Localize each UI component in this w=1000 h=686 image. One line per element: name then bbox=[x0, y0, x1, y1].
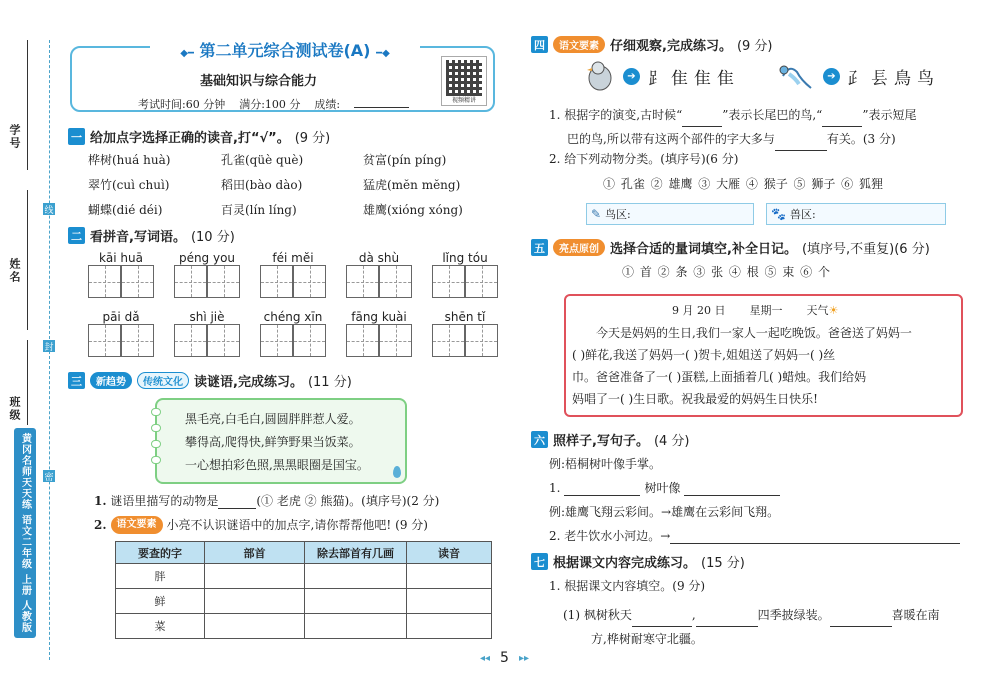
word-box[interactable]: kāi huā bbox=[88, 251, 154, 298]
char-evolution-b bbox=[775, 58, 940, 94]
sun-icon: ☀ bbox=[828, 304, 839, 317]
section-points: (15 分) bbox=[701, 556, 745, 571]
label-banji: 班级 bbox=[8, 396, 21, 422]
section-2-header bbox=[68, 226, 235, 245]
pron-item[interactable]: 贫富(pín píng) bbox=[363, 153, 447, 167]
word-box[interactable]: shēn tǐ bbox=[432, 310, 498, 357]
answer-blank[interactable] bbox=[632, 615, 692, 627]
pronunciation-list bbox=[88, 152, 508, 218]
pron-item[interactable]: 翠竹(cuì chuì) bbox=[88, 178, 170, 192]
label-xuehao: 学号 bbox=[8, 124, 21, 150]
exam-score: 满分:100 分 bbox=[239, 98, 301, 111]
spiral-ring-icon bbox=[151, 408, 161, 416]
bird-long-tail-icon bbox=[775, 58, 815, 94]
section-number: 四 bbox=[531, 36, 548, 53]
s4-q1: 1. 根据字的演变,古时候“ ”表示长尾巴的鸟,“ ”表示短尾 巴的鸟,所以带有这两个部件的字大多与 有关。(3 分) bbox=[549, 103, 969, 151]
label-xingming: 姓名 bbox=[8, 258, 21, 284]
table-header: 读音 bbox=[407, 542, 492, 564]
table-row: 鲜 bbox=[116, 589, 492, 614]
badge-chinese-element: 语文要素 bbox=[553, 36, 605, 53]
section-points: (11 分) bbox=[307, 375, 352, 390]
s6-example-2: 例:雄鹰飞翔云彩间。→雄鹰在云彩间飞翔。 bbox=[549, 505, 780, 519]
answer-blank[interactable] bbox=[218, 497, 256, 509]
next-arrows-icon: ▸▸ bbox=[518, 652, 530, 664]
qr-code-icon bbox=[446, 60, 482, 96]
badge-new-trend: 新趋势 bbox=[90, 372, 132, 389]
sparrow-icon bbox=[585, 58, 615, 94]
section-number: 二 bbox=[68, 227, 85, 244]
riddle-card bbox=[155, 398, 407, 484]
subtitle: 基础知识与综合能力 bbox=[200, 74, 318, 89]
pron-item[interactable]: 猛虎(mĕn mĕng) bbox=[363, 178, 461, 192]
section-7-header bbox=[531, 552, 745, 571]
char-evolution-a bbox=[585, 58, 740, 94]
answer-blank[interactable] bbox=[564, 484, 640, 496]
word-box[interactable]: pāi dǎ bbox=[88, 310, 154, 357]
evolution-glyphs: ⺪⻒鳥鸟 bbox=[848, 68, 940, 89]
section-5-header bbox=[531, 238, 930, 257]
riddle-text: 黑毛亮,白毛白,圆圆胖胖惹人爱。 攀得高,爬得快,鲜笋野果当饭菜。 一心想拍彩色照,黑黑眼圈是国宝。 bbox=[185, 412, 369, 472]
section-title: 选择合适的量词填空,补全日记。 bbox=[610, 242, 797, 257]
diary-body: 今天是妈妈的生日,我们一家人一起吃晚饭。爸爸送了妈妈一 ( )鲜花,我送了妈妈一( )贺卡,姐姐送了妈妈一( )丝 巾。爸爸准备了一( )蛋糕,上面插着几( )蜡烛。我们给妈 妈唱了一( )生日歌。祝我最爱的妈妈生日快乐! bbox=[572, 326, 912, 406]
word-box[interactable]: chéng xīn bbox=[260, 310, 326, 357]
pinyin-row-1 bbox=[88, 251, 508, 298]
answer-blank[interactable] bbox=[682, 115, 722, 127]
section-1-header bbox=[68, 127, 330, 146]
riddle-q2: 2. 语文要素 小亮不认识谜语中的加点字,请你帮帮他吧! (9 分) bbox=[94, 518, 428, 532]
section-title: 看拼音,写词语。 bbox=[90, 230, 186, 245]
badge-original: 亮点原创 bbox=[553, 239, 605, 256]
evolution-glyphs: ⻊隹隹隹 bbox=[648, 68, 740, 89]
section-6-header bbox=[531, 430, 690, 449]
animal-options: ① 孔雀 ② 雄鹰 ③ 大雁 ④ 猴子 ⑤ 狮子 ⑥ 狐狸 bbox=[603, 177, 883, 191]
page-number: 5 bbox=[500, 650, 509, 666]
s6-q2: 2. 老牛饮水小河边。→ bbox=[549, 528, 960, 544]
qr-code[interactable] bbox=[441, 56, 487, 106]
arrow-right-icon: ➔ bbox=[623, 68, 640, 85]
answer-blank[interactable] bbox=[830, 615, 892, 627]
section-points: (9 分) bbox=[736, 39, 773, 54]
xuehao-line bbox=[27, 40, 28, 170]
xingming-line bbox=[27, 190, 28, 330]
pron-item[interactable]: 百灵(lín líng) bbox=[221, 203, 297, 217]
section-number: 七 bbox=[531, 553, 548, 570]
paw-icon: 🐾 bbox=[771, 207, 786, 221]
badge-culture: 传统文化 bbox=[137, 372, 189, 389]
pron-item[interactable]: 蝴蝶(dié déi) bbox=[88, 203, 163, 217]
section-4-header bbox=[531, 35, 773, 54]
diamond-icon: ◆━ bbox=[180, 48, 194, 59]
brand-strip: 黄冈名师天天练 语文二年级 上册 人教版 bbox=[14, 428, 36, 638]
section-title: 照样子,写句子。 bbox=[553, 434, 649, 449]
section-number: 一 bbox=[68, 128, 85, 145]
pron-item[interactable]: 稻田(bào dào) bbox=[221, 178, 303, 192]
word-box[interactable]: féi mĕi bbox=[260, 251, 326, 298]
answer-blank[interactable] bbox=[684, 484, 780, 496]
word-box[interactable]: péng you bbox=[174, 251, 240, 298]
table-header-row bbox=[116, 542, 492, 564]
answer-blank[interactable] bbox=[775, 139, 827, 151]
s7-q1-1: (1) 枫树秋天 , 四季披绿装。 喜暖在南 方,桦树耐寒守北疆。 bbox=[563, 608, 940, 646]
answer-blank[interactable] bbox=[822, 115, 862, 127]
s6-example-1: 例:梧桐树叶像手掌。 bbox=[549, 457, 662, 471]
measure-word-options: ① 首 ② 条 ③ 张 ④ 根 ⑤ 束 ⑥ 个 bbox=[622, 265, 830, 279]
pinyin-row-2 bbox=[88, 310, 508, 357]
answer-blank[interactable] bbox=[670, 532, 960, 544]
section-points: (9 分) bbox=[294, 131, 331, 146]
table-header: 除去部首有几画 bbox=[305, 542, 407, 564]
s7-q1: 1. 根据课文内容填空。(9 分) bbox=[549, 579, 706, 593]
diamond-icon: ━◆ bbox=[376, 48, 390, 59]
water-drop-icon bbox=[393, 466, 401, 478]
pron-item[interactable]: 桦树(huá huà) bbox=[88, 153, 171, 167]
seal-marker-mi: 密 bbox=[43, 470, 55, 482]
qr-caption: 视频精讲 bbox=[451, 97, 476, 104]
section-number: 六 bbox=[531, 431, 548, 448]
riddle-q1: 1. 谜语里描写的动物是 (① 老虎 ② 熊猫)。(填序号)(2 分) bbox=[94, 494, 440, 508]
section-title: 读谜语,完成练习。 bbox=[194, 375, 303, 390]
diary-header: 9 月 20 日 星期一 天气☀ bbox=[672, 304, 839, 317]
word-box[interactable]: fāng kuài bbox=[346, 310, 412, 357]
table-header: 部首 bbox=[205, 542, 305, 564]
section-points: (4 分) bbox=[653, 434, 690, 449]
page-footer bbox=[480, 650, 529, 666]
feather-icon: ✎ bbox=[591, 207, 602, 221]
page-title: ◆━ 第二单元综合测试卷(A) ━◆ bbox=[150, 38, 420, 60]
prev-arrows-icon: ◂◂ bbox=[480, 652, 491, 664]
word-box[interactable]: shì jiè bbox=[174, 310, 240, 357]
pron-item[interactable]: 雄鹰(xióng xóng) bbox=[363, 203, 463, 217]
spiral-ring-icon bbox=[151, 424, 161, 432]
table-row: 胖 bbox=[116, 564, 492, 589]
char-lookup-table bbox=[115, 541, 492, 639]
diary-card bbox=[564, 294, 963, 417]
exam-result-label: 成绩: bbox=[314, 98, 341, 111]
section-title: 给加点字选择正确的读音,打“√”。 bbox=[90, 131, 290, 146]
section-points: (填序号,不重复)(6 分) bbox=[801, 242, 930, 257]
exam-time: 考试时间:60 分钟 bbox=[138, 98, 226, 111]
section-number: 五 bbox=[531, 239, 548, 256]
seal-marker-feng: 封 bbox=[43, 340, 55, 352]
spiral-ring-icon bbox=[151, 440, 161, 448]
s4-q2: 2. 给下列动物分类。(填序号)(6 分) bbox=[549, 152, 739, 166]
section-number: 三 bbox=[68, 372, 85, 389]
table-row: 菜 bbox=[116, 614, 492, 639]
arrow-right-icon: ➔ bbox=[823, 68, 840, 85]
word-box[interactable]: lǐng tóu bbox=[432, 251, 498, 298]
result-blank[interactable] bbox=[354, 96, 409, 108]
exam-meta bbox=[138, 96, 409, 112]
pron-item[interactable]: 孔雀(qüè què) bbox=[221, 153, 304, 167]
section-title: 仔细观察,完成练习。 bbox=[610, 39, 732, 54]
bird-area-box[interactable]: ✎ 鸟区: bbox=[586, 203, 754, 225]
banji-line bbox=[27, 340, 28, 425]
table-header: 要查的字 bbox=[116, 542, 205, 564]
seal-marker-xian: 线 bbox=[43, 203, 55, 215]
section-title: 根据课文内容完成练习。 bbox=[553, 556, 697, 571]
word-box[interactable]: dà shù bbox=[346, 251, 412, 298]
badge-chinese-element: 语文要素 bbox=[111, 516, 163, 534]
spiral-ring-icon bbox=[151, 456, 161, 464]
beast-area-box[interactable]: 🐾 兽区: bbox=[766, 203, 946, 225]
section-points: (10 分) bbox=[190, 230, 235, 245]
s6-q1: 1. 树叶像 bbox=[549, 480, 780, 496]
section-3-header bbox=[68, 371, 352, 390]
answer-blank[interactable] bbox=[696, 615, 758, 627]
